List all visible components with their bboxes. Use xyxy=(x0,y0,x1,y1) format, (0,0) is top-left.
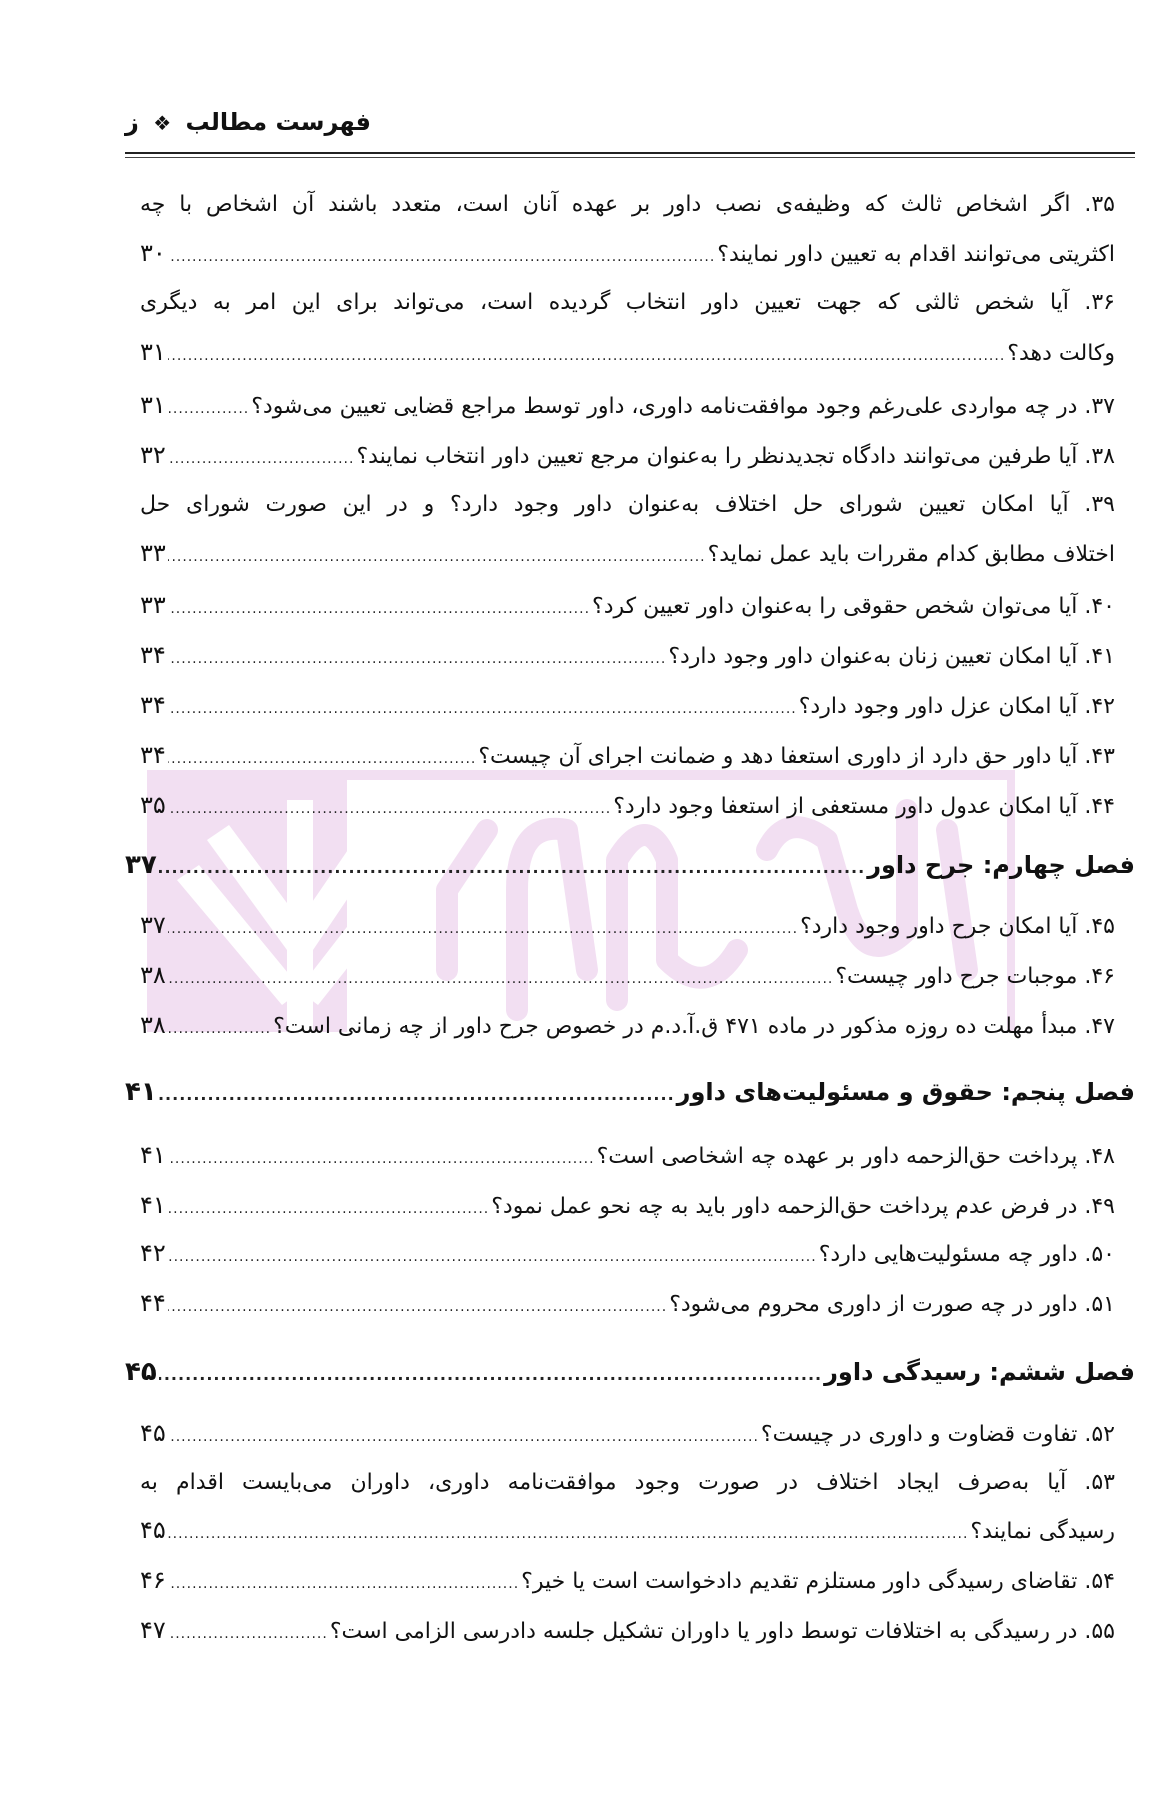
page-number: ۳۸ xyxy=(140,1011,166,1039)
toc-entry-42[interactable]: ۴۲. آیا امکان عزل داور وجود دارد؟ ..... ۳۴ xyxy=(140,685,1115,725)
leader-dots xyxy=(168,909,798,949)
toc-entry-50[interactable]: ۵۰. داور چه مسئولیت‌هایی دارد؟ ..... ۴۲ xyxy=(140,1233,1115,1273)
toc-entry-55[interactable]: ۵۵. در رسیدگی به اختلافات توسط داور یا داوران تشکیل جلسه دادرسی الزامی است؟ ..... ۴۷ xyxy=(140,1610,1115,1650)
toc-entry-40[interactable]: ۴۰. آیا می‌توان شخص حقوقی را به‌عنوان داور تعیین کرد؟ ..... ۳۳ xyxy=(140,585,1115,625)
header-page-letter: ز xyxy=(125,108,139,136)
toc-entry-37[interactable]: ۳۷. در چه مواردی علی‌رغم وجود موافقت‌نامه داوری، داور توسط مراجع قضایی تعیین می‌شود؟ ..... ۳۱ xyxy=(140,385,1115,425)
page-number: ۴۲ xyxy=(140,1239,166,1267)
toc-entry-46[interactable]: ۴۶. موجبات جرح داور چیست؟ ..... ۳۸ xyxy=(140,955,1115,995)
leader-dots xyxy=(168,1514,969,1554)
leader-dots xyxy=(168,1614,328,1654)
ornament-icon: ❖ xyxy=(153,111,172,135)
leader-dots xyxy=(168,1564,519,1604)
toc-entry-35-line1[interactable]: ۳۵. اگر اشخاص ثالث که وظیفه‌ی نصب داور بر عهده آنان است، متعدد باشند آن اشخاص با چه xyxy=(140,192,1115,217)
toc-entry-44[interactable]: ۴۴. آیا امکان عدول داور مستعفی از استعفا وجود دارد؟ ..... ۳۵ xyxy=(140,785,1115,825)
page-number: ۳۱ xyxy=(140,338,166,366)
page-number: ۴۱ xyxy=(140,1191,166,1219)
page-number: ۳۲ xyxy=(140,441,166,469)
page-number: ۴۵ xyxy=(140,1516,166,1544)
leader-dots xyxy=(159,1075,675,1115)
leader-dots xyxy=(159,1355,822,1395)
leader-dots xyxy=(159,848,865,888)
leader-dots xyxy=(168,689,797,729)
toc-entry-47[interactable]: ۴۷. مبدأ مهلت ده روزه مذکور در ماده ۴۷۱ ق.آ.د.م در خصوص جرح داور از چه زمانی است؟ ..... ۳۸ xyxy=(140,1005,1115,1045)
leader-dots xyxy=(168,1189,489,1229)
page-number: ۳۴ xyxy=(140,741,166,769)
toc-entry-51[interactable]: ۵۱. داور در چه صورت از داوری محروم می‌شود؟ ..... ۴۴ xyxy=(140,1283,1115,1323)
page-number: ۴۶ xyxy=(140,1566,166,1594)
page-number: ۴۷ xyxy=(140,1616,166,1644)
leader-dots xyxy=(168,789,611,829)
leader-dots xyxy=(168,237,715,277)
page-number: ۳۷ xyxy=(140,911,166,939)
leader-dots xyxy=(168,1287,667,1327)
page-number: ۳۳ xyxy=(140,539,166,567)
page-number: ۳۴ xyxy=(140,691,166,719)
leader-dots xyxy=(168,389,249,429)
leader-dots xyxy=(168,1237,817,1277)
toc-entry-35-line2[interactable]: اکثریتی می‌توانند اقدام به تعیین داور نمایند؟ ..... ۳۰ xyxy=(140,233,1115,273)
toc-entry-45[interactable]: ۴۵. آیا امکان جرح داور وجود دارد؟ ..... ۳۷ xyxy=(140,905,1115,945)
toc-entry-43[interactable]: ۴۳. آیا داور حق دارد از داوری استعفا دهد و ضمانت اجرای آن چیست؟ ..... ۳۴ xyxy=(140,735,1115,775)
page-number: ۳۱ xyxy=(140,391,166,419)
leader-dots xyxy=(168,639,667,679)
toc-chapter-4[interactable]: فصل چهارم: جرح داور ..... ۳۷ xyxy=(125,845,1135,885)
leader-dots xyxy=(168,739,477,779)
toc-entry-39-line1[interactable]: ۳۹. آیا امکان تعیین شورای حل اختلاف به‌عنوان داور وجود دارد؟ و در این صورت شورای حل xyxy=(140,492,1115,517)
header-title: فهرست مطالب xyxy=(185,108,372,136)
leader-dots xyxy=(168,336,1005,376)
toc-entry-36-line2[interactable]: وکالت دهد؟ ..... ۳۱ xyxy=(140,332,1115,372)
page-number: ۳۸ xyxy=(140,961,166,989)
page-number: ۴۱ xyxy=(125,1077,157,1107)
page-number: ۳۴ xyxy=(140,641,166,669)
leader-dots xyxy=(168,1417,759,1457)
page-number: ۴۱ xyxy=(140,1141,166,1169)
leader-dots xyxy=(168,1009,271,1049)
toc-entry-39-line2[interactable]: اختلاف مطابق کدام مقررات باید عمل نماید؟ ..... ۳۳ xyxy=(140,533,1115,573)
page-number: ۳۷ xyxy=(125,850,157,880)
toc-entry-52[interactable]: ۵۲. تفاوت قضاوت و داوری در چیست؟ ..... ۴۵ xyxy=(140,1413,1115,1453)
toc-entry-41[interactable]: ۴۱. آیا امکان تعیین زنان به‌عنوان داور وجود دارد؟ ..... ۳۴ xyxy=(140,635,1115,675)
leader-dots xyxy=(168,1139,595,1179)
page-number: ۴۵ xyxy=(140,1419,166,1447)
toc-entry-53-line1[interactable]: ۵۳. آیا به‌صرف ایجاد اختلاف در صورت وجود موافقت‌نامه داوری، داوران می‌بایست اقدام به xyxy=(140,1470,1115,1495)
toc-entry-38[interactable]: ۳۸. آیا طرفین می‌توانند دادگاه تجدیدنظر را به‌عنوان مرجع تعیین داور انتخاب نمایند؟ ..... ۳۲ xyxy=(140,435,1115,475)
leader-dots xyxy=(168,589,590,629)
leader-dots xyxy=(168,537,706,577)
leader-dots xyxy=(168,959,834,999)
page-number: ۳۳ xyxy=(140,591,166,619)
toc-entry-48[interactable]: ۴۸. پرداخت حق‌الزحمه داور بر عهده چه اشخاصی است؟ ..... ۴۱ xyxy=(140,1135,1115,1175)
leader-dots xyxy=(168,439,355,479)
page-number: ۴۵ xyxy=(125,1357,157,1387)
toc-entry-54[interactable]: ۵۴. تقاضای رسیدگی داور مستلزم تقدیم دادخواست است یا خیر؟ ..... ۴۶ xyxy=(140,1560,1115,1600)
toc-entry-53-line2[interactable]: رسیدگی نمایند؟ ..... ۴۵ xyxy=(140,1510,1115,1550)
toc-chapter-6[interactable]: فصل ششم: رسیدگی داور ..... ۴۵ xyxy=(125,1352,1135,1392)
page-number: ۳۰ xyxy=(140,239,166,267)
page-number: ۳۵ xyxy=(140,791,166,819)
toc-entry-49[interactable]: ۴۹. در فرض عدم پرداخت حق‌الزحمه داور باید به چه نحو عمل نمود؟ ..... ۴۱ xyxy=(140,1185,1115,1225)
toc-chapter-5[interactable]: فصل پنجم: حقوق و مسئولیت‌های داور ..... ۴۱ xyxy=(125,1072,1135,1112)
page-number: ۴۴ xyxy=(140,1289,166,1317)
toc-entry-36-line1[interactable]: ۳۶. آیا شخص ثالثی که جهت تعیین داور انتخاب گردیده است، می‌تواند برای این امر به دیگری xyxy=(140,290,1115,315)
